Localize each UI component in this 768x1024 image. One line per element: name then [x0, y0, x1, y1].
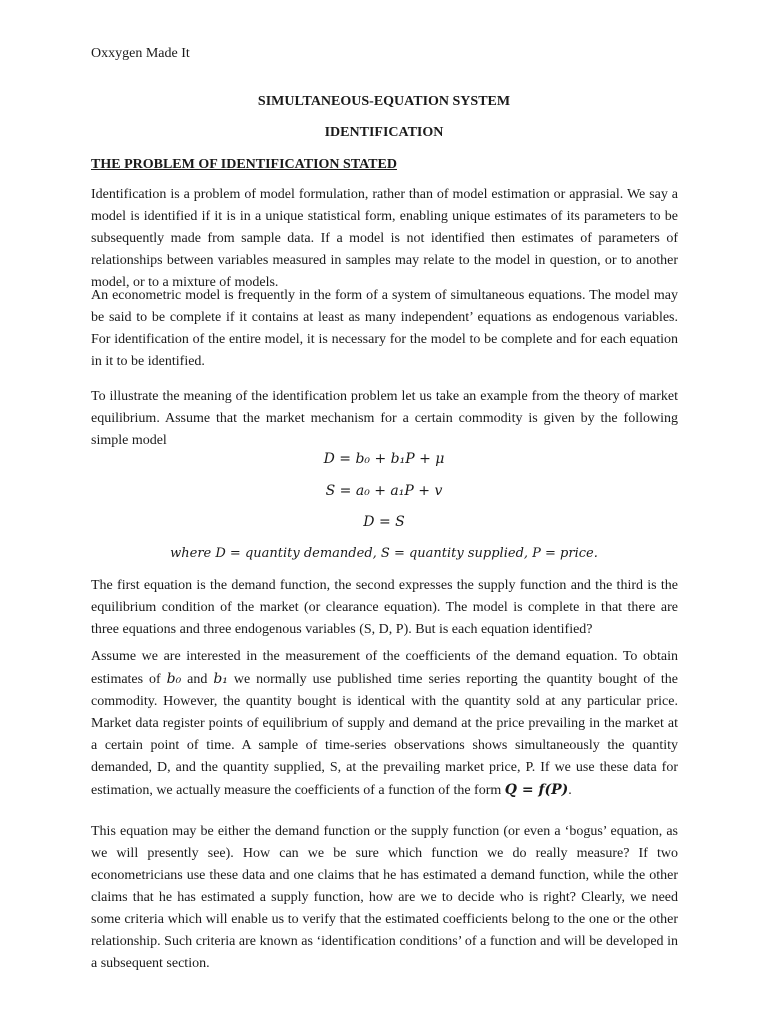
section-heading: THE PROBLEM OF IDENTIFICATION STATED: [91, 157, 397, 172]
equation-equilibrium: D = S: [363, 514, 405, 530]
math-b1: b₁: [213, 671, 228, 687]
equation-demand: D = b₀ + b₁P + μ: [323, 451, 445, 467]
math-b0: b₀: [166, 671, 182, 687]
paragraph-measurement: [91, 646, 678, 802]
equation-supply: S = a₀ + a₁P + v: [325, 483, 443, 499]
paragraph-illustration: To illustrate the meaning of the identification problem let us take an example from the theory of market equilibrium. Assume that the market mechanism for a certain commodity is given by the following simple model: [91, 389, 678, 448]
paragraph-measurement-text-1: Assume we are interested in the measurement of the coefficients of the demand equation. To obtain estimates of: [91, 649, 678, 687]
paragraph-measurement-end: .: [568, 783, 572, 798]
document-subtitle: IDENTIFICATION: [324, 125, 444, 140]
document-title: SIMULTANEOUS-EQUATION SYSTEM: [257, 94, 511, 109]
paragraph-identification-conditions: This equation may be either the demand function or the supply function (or even a ‘bogus’ equation, as we will presently see). How can we be sure which function we do really measure? If two econometricians use these data and one claims that he has estimated a demand function, while the other claims that he has estimated a supply function, how are we to decide who is right? Clearly, we need some criteria which will enable us to verify that the estimated coefficients belong to the one or the other relationship. Such criteria are known as ‘identification conditions’ of a function and will be developed in a subsequent section.: [91, 824, 678, 971]
paragraph-model-complete: The first equation is the demand function, the second expresses the supply function and the third is the equilibrium condition of the market (or clearance equation). The model is complete in that there are three equations and three endogenous variables (S, D, P). But is each equation identified?: [91, 578, 678, 637]
page-header: Oxxygen Made It: [91, 46, 190, 61]
paragraph-measurement-and: and: [181, 672, 214, 687]
paragraph-intro: Identification is a problem of model formulation, rather than of model estimation or apprasial. We say a model is identified if it is in a unique statistical form, enabling unique estimates of its parameters to be subsequently made from sample data. If a model is not identified then estimates of parameters of relationships between variables measured in samples may relate to the model in question, or to another model, or to a mixture of models.: [91, 187, 678, 290]
equation-definitions: where D = quantity demanded, S = quantity supplied, P = price.: [170, 546, 598, 561]
paragraph-measurement-text-2: we normally use published time series reporting the quantity bought of the commodity. However, the quantity bought is identical with the quantity sold at any particular price. Market data register points of equilibrium of supply and demand at the price prevailing in the market at a certain point of time. A sample of time-series observations shows simultaneously the quantity demanded, D, and the quantity supplied, S, at the prevailing market price, P. If we use these data for estimation, we actually measure the coefficients of a function of the form: [91, 672, 678, 798]
paragraph-econometric-model: An econometric model is frequently in the form of a system of simultaneous equations. The model may be said to be complete if it contains at least as many independent’ equations as endogenous variables. For identification of the entire model, it is necessary for the model to be complete and for each equation in it to be identified.: [91, 288, 678, 369]
math-formula-q-f-p: Q = f(P): [504, 782, 569, 798]
